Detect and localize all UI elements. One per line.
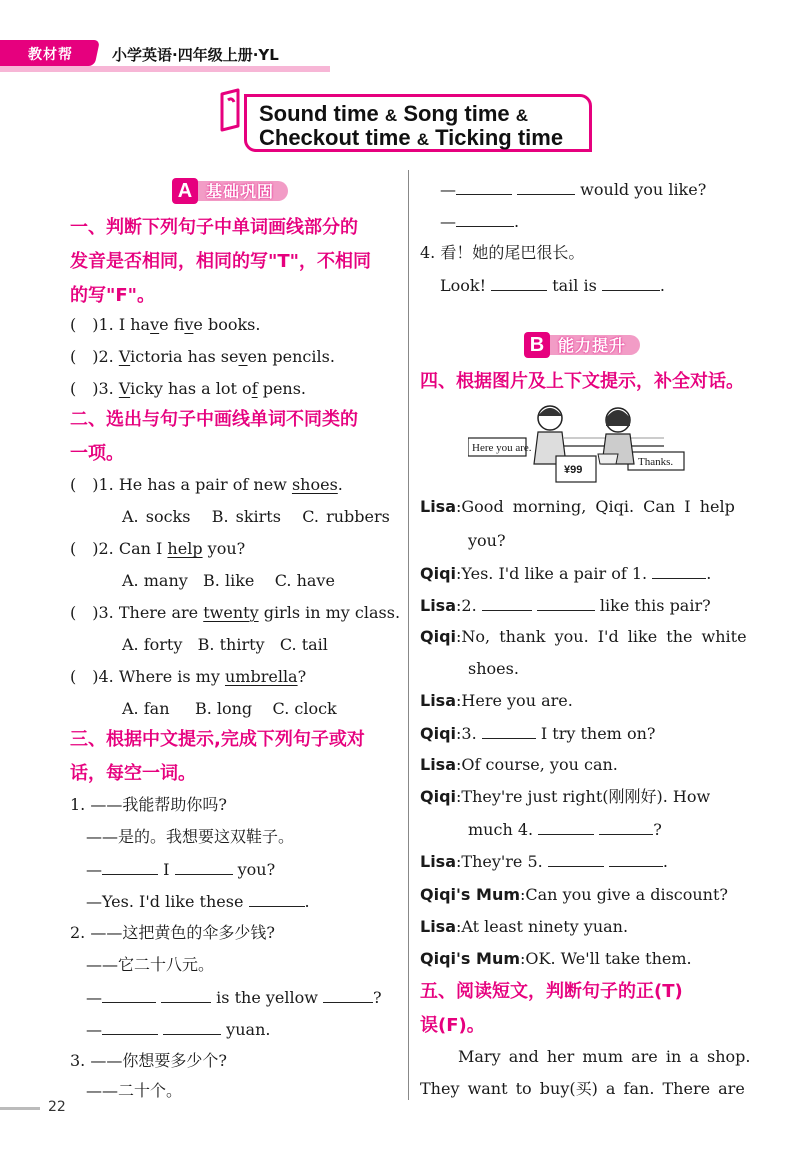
dialogue-line-8: Qiqi:They're just right(刚刚好). How bbox=[420, 787, 711, 806]
speech-bubble-right: Thanks. bbox=[638, 456, 674, 468]
part3-q1-en2: —Yes. I'd like these . bbox=[86, 892, 310, 911]
dialogue-line-2: Qiqi:Yes. I'd like a pair of 1. . bbox=[420, 564, 712, 583]
dialogue-line-6: Qiqi:3. I try them on? bbox=[420, 724, 656, 743]
part3-q2-cn1: 2. ——这把黄色的伞多少钱? bbox=[70, 923, 275, 942]
part1-item-2: ( )2. Victoria has seven pencils. bbox=[70, 347, 335, 366]
part1-heading-1: 一、判断下列句子中单词画线部分的 bbox=[70, 217, 358, 238]
part2-item-4: ( )4. Where is my umbrella? bbox=[70, 667, 307, 686]
blank[interactable] bbox=[249, 890, 305, 907]
passage-line-2: They want to buy(买) a fan. There are bbox=[420, 1079, 745, 1098]
blank[interactable] bbox=[602, 274, 660, 291]
blank[interactable] bbox=[102, 1018, 158, 1035]
part2-heading-2: 一项。 bbox=[70, 443, 124, 464]
speech-bubble-left: Here you are. bbox=[472, 442, 532, 454]
part3-q3-en1: — would you like? bbox=[440, 180, 707, 199]
dialogue-line-9: Lisa:They're 5. . bbox=[420, 852, 669, 871]
part3-q1-cn2: ——是的。我想要这双鞋子。 bbox=[86, 827, 295, 846]
part2-item-2: ( )2. Can I help you? bbox=[70, 539, 246, 558]
blank[interactable] bbox=[323, 986, 373, 1003]
section-title: Sound time & Song time & Checkout time & Ticking time bbox=[244, 94, 592, 152]
part5-heading-1: 五、阅读短文，判断句子的正(T) bbox=[420, 981, 683, 1002]
part3-q2-en1: — is the yellow ? bbox=[86, 988, 382, 1007]
part3-q2-en2: — yuan. bbox=[86, 1020, 271, 1039]
dialogue-line-4: Qiqi:No, thank you. I'd like the white bbox=[420, 627, 747, 646]
part3-q4-en: Look! tail is . bbox=[440, 276, 665, 295]
dialogue-line-11: Lisa:At least ninety yuan. bbox=[420, 917, 629, 936]
footer-rule bbox=[0, 1107, 40, 1110]
part3-q3-cn1: 3. ——你想要多少个? bbox=[70, 1051, 227, 1070]
badge-basic: A 基础巩固 bbox=[172, 178, 292, 204]
price-tag: ¥99 bbox=[564, 464, 583, 476]
blank[interactable] bbox=[548, 850, 604, 867]
dialogue-line-10: Qiqi's Mum:Can you give a discount? bbox=[420, 885, 728, 904]
blank[interactable] bbox=[652, 562, 706, 579]
part1-heading-3: 的写"F"。 bbox=[70, 285, 156, 306]
part3-q4-cn: 4. 看！她的尾巴很长。 bbox=[420, 243, 585, 262]
blank[interactable] bbox=[161, 986, 211, 1003]
part2-heading-1: 二、选出与句子中画线单词不同类的 bbox=[70, 409, 358, 430]
header-strip bbox=[0, 66, 330, 72]
part2-options-2: A. many B. like C. have bbox=[122, 571, 335, 590]
part2-options-1: A. socks B. skirts C. rubbers bbox=[122, 507, 390, 526]
dialogue-line-5: Lisa:Here you are. bbox=[420, 691, 573, 710]
part1-heading-2: 发音是否相同，相同的写"T"，不相同 bbox=[70, 251, 372, 272]
page-header bbox=[0, 40, 800, 74]
part1-item-1: ( )1. I have five books. bbox=[70, 315, 261, 334]
blank[interactable] bbox=[163, 1018, 221, 1035]
blank[interactable] bbox=[538, 818, 594, 835]
dialogue-line-12: Qiqi's Mum:OK. We'll take them. bbox=[420, 949, 692, 968]
part3-heading-2: 话，每空一词。 bbox=[70, 763, 196, 784]
blank[interactable] bbox=[102, 986, 156, 1003]
badge-advanced: B 能力提升 bbox=[524, 332, 644, 358]
dialogue-line-8b: much 4. ? bbox=[468, 820, 662, 839]
part2-item-3: ( )3. There are twenty girls in my class. bbox=[70, 603, 401, 622]
shop-picture bbox=[468, 402, 688, 486]
part3-q2-cn2: ——它二十八元。 bbox=[86, 955, 215, 974]
part2-options-4: A. fan B. long C. clock bbox=[122, 699, 337, 718]
part3-q3-en2: — . bbox=[440, 212, 520, 231]
blank[interactable] bbox=[537, 594, 595, 611]
dialogue-line-4b: shoes. bbox=[468, 659, 519, 678]
blank[interactable] bbox=[609, 850, 663, 867]
blank[interactable] bbox=[456, 210, 514, 227]
passage-line-1: Mary and her mum are in a shop. bbox=[458, 1047, 751, 1066]
part4-heading: 四、根据图片及上下文提示，补全对话。 bbox=[420, 371, 744, 392]
part5-heading-2: 误(F)。 bbox=[420, 1015, 485, 1036]
dialogue-line-3: Lisa:2. like this pair? bbox=[420, 596, 711, 615]
blank[interactable] bbox=[482, 594, 532, 611]
part1-item-3: ( )3. Vicky has a lot of pens. bbox=[70, 379, 307, 398]
blank[interactable] bbox=[175, 858, 233, 875]
blank[interactable] bbox=[517, 178, 575, 195]
blank[interactable] bbox=[599, 818, 653, 835]
part2-options-3: A. forty B. thirty C. tail bbox=[122, 635, 328, 654]
column-divider bbox=[408, 170, 409, 1100]
book-title: 小学英语·四年级上册·YL bbox=[112, 46, 279, 64]
dialogue-line-7: Lisa:Of course, you can. bbox=[420, 755, 618, 774]
part3-heading-1: 三、根据中文提示,完成下列句子或对 bbox=[70, 729, 365, 750]
book-icon bbox=[218, 88, 246, 132]
blank[interactable] bbox=[491, 274, 547, 291]
blank[interactable] bbox=[456, 178, 512, 195]
dialogue-line-1: Lisa:Good morning, Qiqi. Can I help bbox=[420, 497, 735, 516]
blank[interactable] bbox=[482, 722, 536, 739]
page-number: 22 bbox=[48, 1099, 66, 1115]
dialogue-line-1b: you? bbox=[468, 531, 506, 550]
part2-item-1: ( )1. He has a pair of new shoes. bbox=[70, 475, 343, 494]
part3-q1-en1: — I you? bbox=[86, 860, 276, 879]
part3-q3-cn2: ——二十个。 bbox=[86, 1081, 183, 1100]
header-tab-label: 教材帮 bbox=[28, 47, 73, 63]
part3-q1-cn1: 1. ——我能帮助你吗? bbox=[70, 795, 227, 814]
blank[interactable] bbox=[102, 858, 158, 875]
